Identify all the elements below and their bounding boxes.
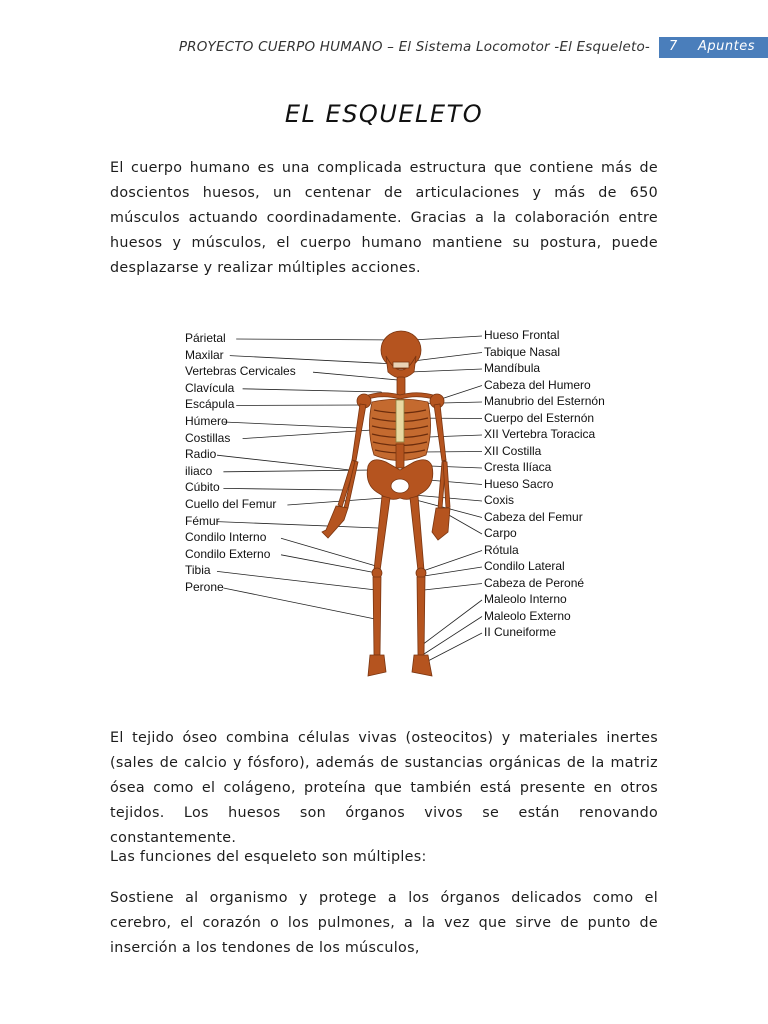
leader-line <box>230 356 396 364</box>
leader-line <box>236 339 396 340</box>
right-label: Hueso Sacro <box>484 476 554 491</box>
leader-line <box>281 555 382 574</box>
left-label: Tibia <box>185 563 211 578</box>
left-label: Costillas <box>185 430 231 445</box>
page-title: EL ESQUELETO <box>284 100 484 128</box>
right-label: Coxis <box>484 493 515 507</box>
support-paragraph: Sostiene al organismo y protege a los órganos delicados como el cerebro, el corazón o los pulmones, a la vez que sirve de punto de inserción a los tendones de los músculos, <box>110 890 658 956</box>
right-label: Mandíbula <box>484 361 541 375</box>
page-number: 7 <box>669 39 678 54</box>
leader-line <box>430 466 482 468</box>
right-label: Cabeza del Humero <box>484 377 591 392</box>
left-label: Perone <box>185 580 224 594</box>
leader-line <box>223 422 358 428</box>
left-label: Vertebras Cervicales <box>185 364 296 379</box>
leader-line <box>412 336 482 340</box>
left-label: Radio <box>185 447 217 462</box>
leader-line <box>217 455 350 470</box>
right-label: Tabique Nasal <box>484 344 561 359</box>
leader-line <box>424 584 482 591</box>
leader-line <box>217 571 376 590</box>
right-label: Cabeza de Peroné <box>484 575 585 590</box>
right-label: Cabeza del Femur <box>484 509 583 524</box>
leader-line <box>422 452 482 453</box>
leader-line <box>313 372 398 380</box>
intro-paragraph: El cuerpo humano es una complicada estructura que contiene más de doscientos huesos, un centenar de articulaciones y más de 650 músculos actuando coordinadamente. Gracias a la colaboración entre huesos y músculos, el cuerpo humano mantiene su postura, puede desplazarse y realizar múltiples acciones. <box>110 160 658 276</box>
right-label: Rótula <box>484 542 519 557</box>
right-label: XII Costilla <box>484 443 542 458</box>
left-label: Húmero <box>185 414 228 428</box>
right-label: Condilo Lateral <box>484 559 565 573</box>
leader-line <box>418 600 482 648</box>
right-label: XII Vertebra Toracica <box>484 427 596 441</box>
right-label: Cresta Ilíaca <box>484 460 552 474</box>
left-label: Fémur <box>185 513 220 528</box>
leader-line <box>243 430 372 439</box>
right-label: Manubrio del Esternón <box>484 394 605 408</box>
left-label: Escápula <box>185 397 235 412</box>
left-label: Cúbito <box>185 480 220 495</box>
leader-line <box>223 588 380 620</box>
section-label: Apuntes <box>698 39 755 54</box>
left-label: Cuello del Femur <box>185 497 277 511</box>
functions-intro: Las funciones del esqueleto son múltiples: <box>110 849 427 865</box>
left-label: Clavícula <box>185 380 235 395</box>
right-label: Carpo <box>484 526 517 540</box>
leader-line <box>410 369 482 372</box>
leader-line <box>438 386 482 401</box>
left-label: Párietal <box>185 331 226 345</box>
leader-line <box>281 538 376 566</box>
right-label: Cuerpo del Esternón <box>484 410 595 425</box>
right-label: II Cuneiforme <box>484 625 557 639</box>
leader-line <box>424 567 482 576</box>
left-label: Condilo Interno <box>185 530 267 545</box>
header-title: PROYECTO CUERPO HUMANO – El Sistema Locomotor -El Esqueleto- <box>178 39 650 55</box>
right-label: Hueso Frontal <box>484 328 560 342</box>
leader-line <box>217 522 378 528</box>
tissue-paragraph: El tejido óseo combina células vivas (osteocitos) y materiales inertes (sales de calcio y fósforo), además de sustancias orgánicas de la matriz ósea como el colágeno, proteína que también está presente en otros tejidos. Los huesos son órganos vivos se están renovando constantemente. <box>110 730 658 846</box>
leader-line <box>223 488 344 490</box>
left-label: Condilo Externo <box>185 546 271 561</box>
leader-line <box>287 498 384 505</box>
right-label: Maleolo Externo <box>484 608 571 623</box>
left-label: iliaco <box>185 463 213 478</box>
leader-line <box>243 389 382 392</box>
left-label: Maxilar <box>185 347 224 362</box>
right-label: Maleolo Interno <box>484 592 567 606</box>
